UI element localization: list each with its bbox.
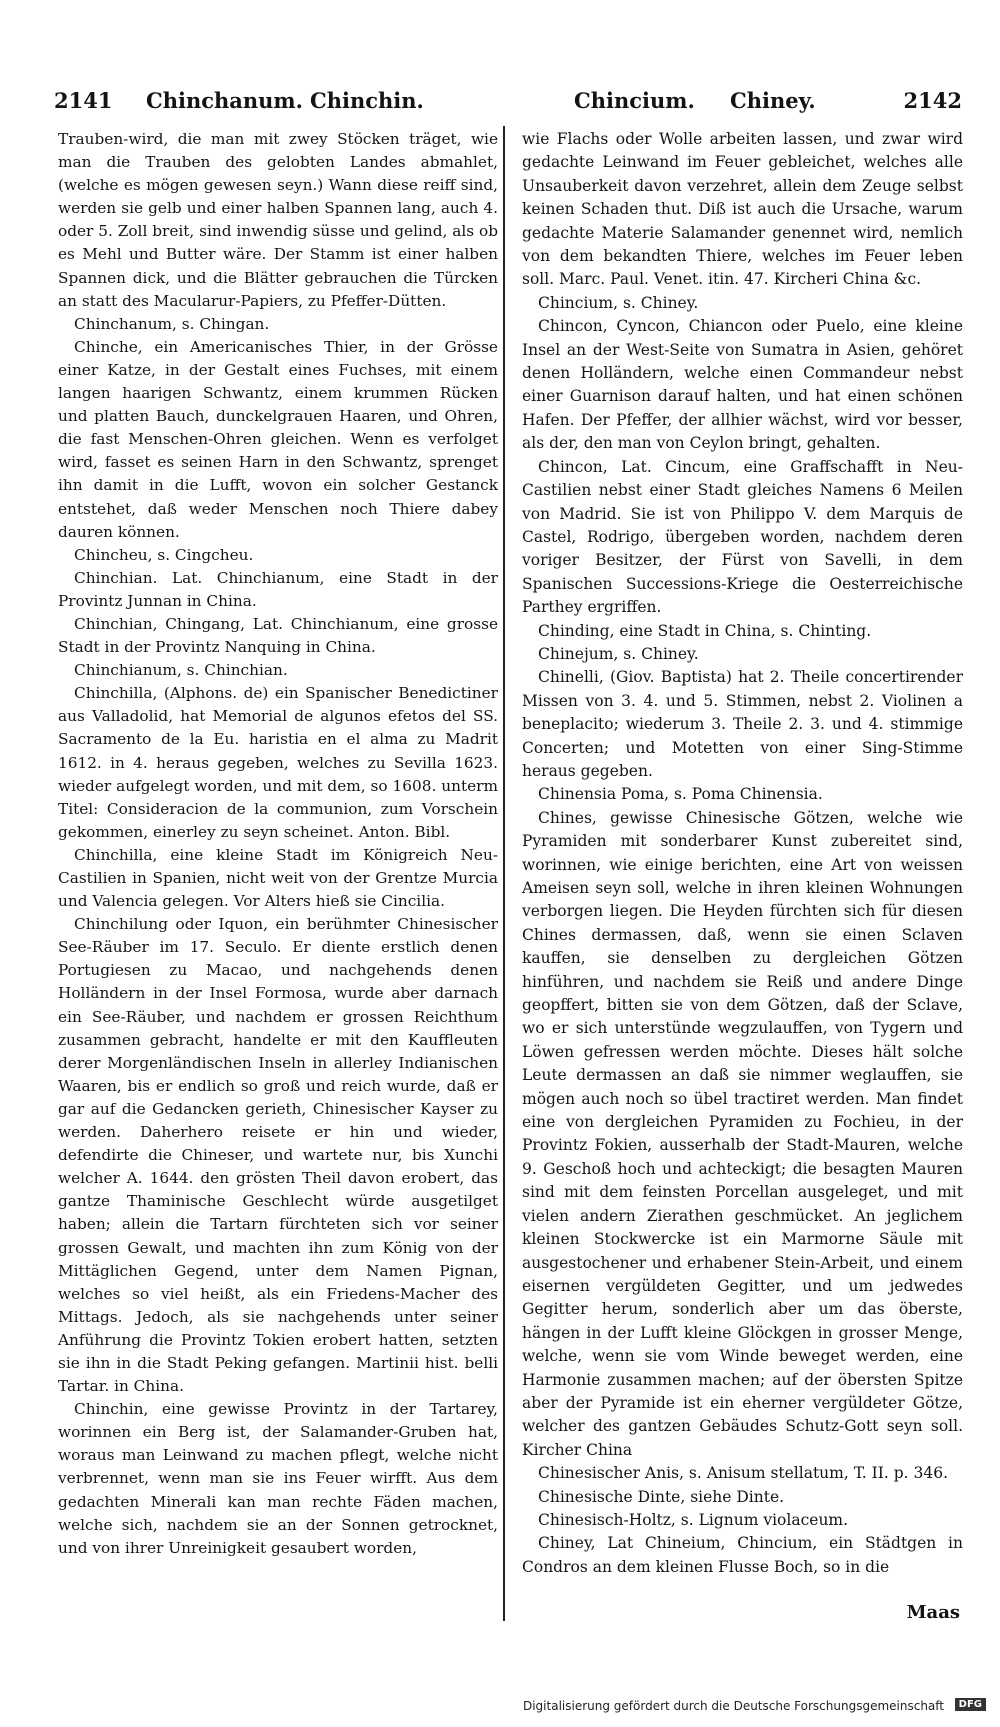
- funding-credit: Digitalisierung gefördert durch die Deutsche Forschungsgemeinschaft: [522, 1699, 944, 1713]
- entry-paragraph: Chinensia Poma, s. Poma Chinensia.: [538, 785, 823, 804]
- entry-paragraph: Chinchianum, s. Chinchian.: [74, 661, 288, 680]
- entry-paragraph: Chincium, s. Chiney.: [538, 293, 699, 312]
- entry-paragraph: Chinesische Dinte, siehe Dinte.: [538, 1487, 785, 1506]
- entry-paragraph: Chincon, Lat. Cincum, eine Graffschafft in Neu-Castilien nebst einer Stadt gleiches Namens 6 Meilen von Madrid. Sie ist von Philippo V. dem Marquis de Castel, Rodrigo, übergeben worden, nachdem deren voriger Besitzer, der Fürst von Savelli, in dem Spanischen Successions-Kriege die Oesterreichische Parthey ergriffen.: [522, 457, 963, 617]
- left-running-word-2: Chinchin.: [310, 88, 424, 113]
- entry-paragraph: Chinche, ein Americanisches Thier, in der Grösse einer Katze, in der Gestalt eines Fuchses, mit einem langen haarigen Schwantz, einem krummen Rücken und platten Bauch, dunckelgrauen Haaren, und Ohren, die fast Menschen-Ohren gleichen. Wenn es verfolget wird, fasset es seinen Harn in den Schwantz, sprenget ihn damit in die Lufft, wovon ein solcher Gestanck entstehet, daß weder Menschen noch Thiere dabey dauren können.: [58, 337, 498, 541]
- entry-paragraph: Chinding, eine Stadt in China, s. Chinting.: [538, 621, 872, 640]
- right-running-word-2: Chiney.: [730, 88, 816, 113]
- column-rule: [503, 126, 505, 1621]
- right-running-word-1: Chincium.: [574, 88, 695, 113]
- entry-paragraph: Chinejum, s. Chiney.: [538, 644, 699, 663]
- entry-paragraph: Chinesisch-Holtz, s. Lignum violaceum.: [538, 1510, 849, 1529]
- entry-paragraph: Chinchanum, s. Chingan.: [74, 314, 270, 333]
- entry-paragraph: Chines, gewisse Chinesische Götzen, welche wie Pyramiden mit sonderbarer Kunst zubereitet sind, worinnen, wie einige berichten, eine Art von weissen Ameisen seyn soll, welche in ihren kleinen Wohnungen verborgen liegen. Die Heyden fürchten sich für diesen Chines dermassen, daß, wenn sie einen Sclaven kauffen, sie denselben zu dergleichen Götzen hinführen, und nachdem sie Reiß und andere Dinge geopffert, bitten sie von dem Götzen, daß der Sclave, wo er sich unterstünde wegzulauffen, von Tygern und Löwen gefressen werden möchte. Dieses hält solche Leute dermassen an daß sie nimmer weglauffen, sie mögen auch noch so übel tractiret werden. Man findet eine von dergleichen Pyramiden zu Fochieu, in der Provintz Fokien, ausserhalb der Stadt-Mauren, welche 9. Geschoß hoch und achteckigt; die besagten Mauren sind mit dem feinsten Porcellan ausgeleget, und mit vielen andern Zierathen geschmücket. An jeglichem kleinen Stockwercke ist ein Marmorne Säule mit ausgestochener und erhabener Stein-Arbeit, und einem eisernen vergüldeten Gegitter, und um jedwedes Gegitter herum, sonderlich aber um das öberste, hängen in der Lufft kleine Glöckgen in grosser Menge, welche, wenn sie vom Winde beweget werden, eine Harmonie zusammen machen; auf der öbersten Spitze aber der Pyramide ist ein eherner vergüldeter Götze, welcher des gantzen Gebäudes Schutz-Gott seyn soll. Kircher China: [522, 808, 963, 1459]
- right-page-number: 2142: [903, 88, 962, 113]
- entry-paragraph: Chinchilung oder Iquon, ein berühmter Chinesischer See-Räuber im 17. Seculo. Er diente erstlich denen Portugiesen zu Macao, und nachgehends denen Holländern in der Insel Formosa, wurde aber darnach ein See-Räuber, und nachdem er grossen Reichthum zusammen gebracht, handelte er mit den Kauffleuten derer Morgenländischen Inseln in allerley Indianischen Waaren, bis er endlich so groß und reich wurde, daß er gar auf die Gedancken gerieth, Chinesischer Kayser zu werden. Daherhero reisete er hin und wieder, defendirte die Chineser, und wartete nur, bis Xunchi welcher A. 1644. den grösten Theil davon erobert, das gantze Thaminische Geschlecht würde ausgetilget haben; allein die Tartarn fürchteten sich vor seiner grossen Gewalt, und machten ihn zum König von der Mittäglichen Gegend, unter dem Namen Pignan, welches so viel heißt, als ein Friedens-Macher des Mittags. Jedoch, als sie nachgehends unter seiner Anführung die Provintz Tokien erobert hatten, setzten sie ihn in die Stadt Peking gefangen. Martinii hist. belli Tartar. in China.: [58, 915, 498, 1396]
- entry-paragraph: Trauben-wird, die man mit zwey Stöcken träget, wie man die Trauben des gelobten Landes abmahlet, (welche es mögen gewesen seyn.) Wann diese reiff sind, werden sie gelb und einer halben Spannen lang, auch 4. oder 5. Zoll breit, sind inwendig süsse und gelind, als ob es Mehl und Butter wäre. Der Stamm ist einer halben Spannen dick, und die Blätter gebrauchen die Türcken an statt des Macularur-Papiers, zu Pfeffer-Dütten.: [58, 130, 498, 310]
- right-column: [522, 128, 963, 1579]
- entry-paragraph: Chincon, Cyncon, Chiancon oder Puelo, eine kleine Insel an der West-Seite von Sumatra in Asien, gehöret denen Holländern, welche einen Commandeur nebst einer Guarnison darauf halten, und hat einen schönen Hafen. Der Pfeffer, der allhier wächst, wird vor besser, als der, den man von Ceylon bringt, gehalten.: [522, 317, 963, 453]
- catchword: Maas: [906, 1602, 960, 1623]
- digitization-footer: [0, 1698, 1000, 1716]
- entry-paragraph: Chinchilla, eine kleine Stadt im Königreich Neu-Castilien in Spanien, nicht weit von der Grentze Murcia und Valencia gelegen. Vor Alters hieß sie Cincilia.: [58, 845, 498, 911]
- entry-paragraph: Chinchin, eine gewisse Provintz in der Tartarey, worinnen ein Berg ist, der Salamander-Gruben hat, woraus man Leinwand zu machen pflegt, welche nicht verbrennet, wenn man sie ins Feuer wirfft. Aus dem gedachten Minerali kan man rechte Fäden machen, welche sich, nachdem sie an der Sonnen getrocknet, und von ihrer Unreinigkeit gesaubert worden,: [58, 1400, 498, 1557]
- dfg-logo: DFG: [955, 1698, 986, 1711]
- entry-paragraph: Chinchian, Chingang, Lat. Chinchianum, eine grosse Stadt in der Provintz Nanquing in China.: [58, 614, 498, 657]
- left-running-word-1: Chinchanum.: [146, 88, 303, 113]
- entry-paragraph: wie Flachs oder Wolle arbeiten lassen, und zwar wird gedachte Leinwand im Feuer gebleichet, welches alle Unsauberkeit davon verzehret, allein dem Zeuge selbst keinen Schaden thut. Diß ist auch die Ursache, warum gedachte Materie Salamander genennet wird, nemlich von dem bekandten Thiere, welches im Feuer leben soll. Marc. Paul. Venet. itin. 47. Kircheri China &c.: [522, 130, 963, 289]
- running-header: [54, 88, 962, 118]
- entry-paragraph: Chinchian. Lat. Chinchianum, eine Stadt in der Provintz Junnan in China.: [58, 568, 498, 610]
- left-page-number: 2141: [54, 88, 113, 113]
- entry-paragraph: Chincheu, s. Cingcheu.: [74, 545, 254, 564]
- entry-paragraph: Chinelli, (Giov. Baptista) hat 2. Theile concertirender Missen von 3. 4. und 5. Stimmen, nebst 2. Violinen a beneplacito; wiederum 3. Theile 2. 3. und 4. stimmige Concerten; und Motetten von einer Sing-Stimme heraus gegeben.: [522, 668, 963, 780]
- entry-paragraph: Chinesischer Anis, s. Anisum stellatum, T. II. p. 346.: [538, 1464, 949, 1483]
- left-column: [58, 128, 498, 1560]
- entry-paragraph: Chiney, Lat Chineium, Chincium, ein Städtgen in Condros an dem kleinen Flusse Boch, so in die: [522, 1534, 963, 1576]
- entry-paragraph: Chinchilla, (Alphons. de) ein Spanischer Benedictiner aus Valladolid, hat Memorial de algunos efetos del SS. Sacramento de la Eu. haristia en el alma zu Madrit 1612. in 4. heraus gegeben, welches zu Sevilla 1623. wieder aufgelegt worden, und mit dem, so 1608. unterm Titel: Consideracion de la communion, zum Vorschein gekommen, einerley zu seyn scheinet. Anton. Bibl.: [58, 684, 498, 841]
